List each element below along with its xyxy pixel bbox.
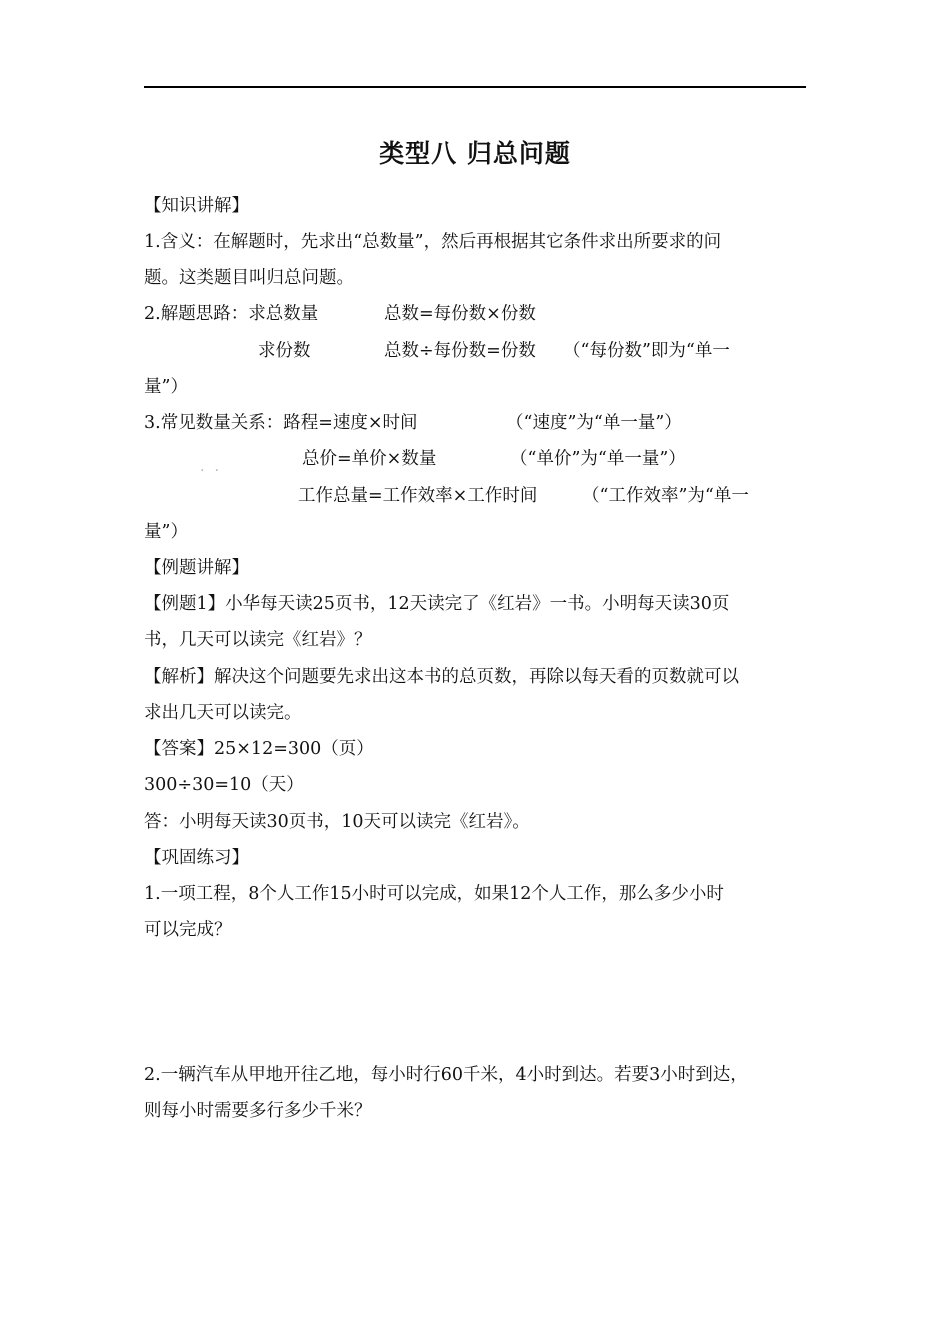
relation-3: 工作总量=工作效率×工作时间 <box>298 486 538 506</box>
definition-line: 1.含义：在解题时，先求出“总数量”，然后再根据其它条件求出所要求的问 <box>144 232 722 252</box>
example-answer-1: 【答案】25×12=300（页） <box>144 739 374 759</box>
relations-label: 3.常见数量关系：路程=速度×时间 <box>144 413 418 433</box>
approach-label: 2.解题思路：求总数量 <box>144 304 319 324</box>
practice-question-1-cont: 可以完成？ <box>144 920 232 940</box>
example-analysis-cont: 求出几天可以读完。 <box>144 703 302 723</box>
practice-question-1: 1.一项工程，8个人工作15小时可以完成，如果12个人工作，那么多少小时 <box>144 884 724 904</box>
definition-line-cont: 题。这类题目叫归总问题。 <box>144 268 354 288</box>
header-rule <box>144 86 806 88</box>
approach-note-2: （“每份数”即为“单一 <box>563 341 730 361</box>
relation-2-note: （“单价”为“单一量”） <box>510 449 686 469</box>
practice-question-2: 2.一辆汽车从甲地开往乙地，每小时行60千米，4小时到达。若要3小时到达， <box>144 1065 748 1085</box>
example-question-cont: 书，几天可以读完《红岩》？ <box>144 630 372 650</box>
page-title: 类型八 归总问题 <box>379 139 571 168</box>
relation-2: 总价=单价×数量 <box>302 449 437 469</box>
relation-3-note-cont: 量”） <box>144 522 188 542</box>
example-answer-3: 答：小明每天读30页书，10天可以读完《红岩》。 <box>144 812 530 832</box>
approach-formula-2: 总数÷每份数=份数 <box>384 341 536 361</box>
example-question: 【例题1】小华每天读25页书，12天读完了《红岩》一书。小明每天读30页 <box>144 594 730 614</box>
section-header-knowledge: 【知识讲解】 <box>144 196 249 216</box>
section-header-examples: 【例题讲解】 <box>144 558 249 578</box>
example-answer-2: 300÷30=10（天） <box>144 775 304 795</box>
section-header-practice: 【巩固练习】 <box>144 848 249 868</box>
approach-formula-1: 总数=每份数×份数 <box>384 304 536 324</box>
approach-sub-2: 求份数 <box>258 341 311 361</box>
approach-note-2-cont: 量”） <box>144 377 188 397</box>
example-analysis: 【解析】解决这个问题要先求出这本书的总页数，再除以每天看的页数就可以 <box>144 667 739 687</box>
relation-3-note: （“工作效率”为“单一 <box>582 486 749 506</box>
decorative-dots: .. <box>200 459 229 475</box>
relation-1-note: （“速度”为“单一量”） <box>506 413 682 433</box>
practice-question-2-cont: 则每小时需要多行多少千米？ <box>144 1101 372 1121</box>
